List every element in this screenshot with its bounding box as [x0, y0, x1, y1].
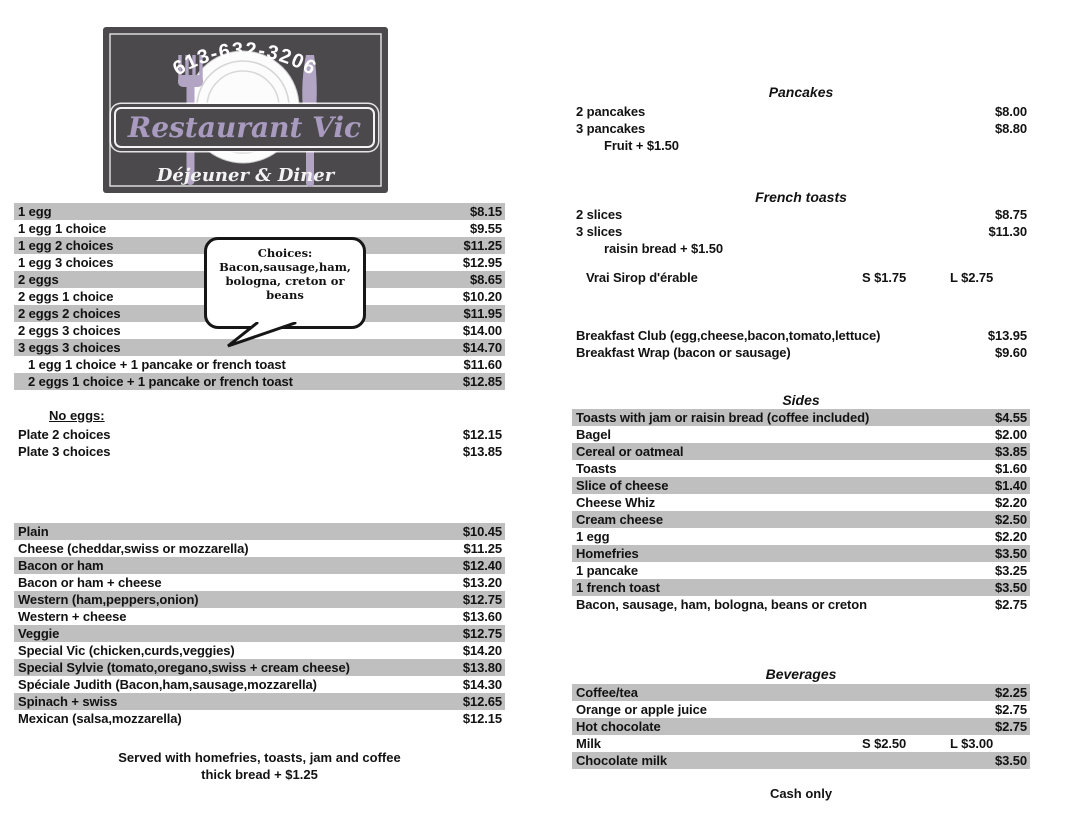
item-label: Western (ham,peppers,onion): [18, 592, 199, 607]
item-label: 1 egg 1 choice: [18, 221, 107, 236]
item-label: Coffee/tea: [576, 685, 638, 700]
item-price: $2.75: [994, 719, 1027, 734]
item-price: $13.20: [462, 575, 502, 590]
sides-list: [572, 409, 1030, 613]
bubble-line: bologna, creton or: [225, 274, 345, 288]
menu-item-row: [14, 557, 505, 574]
menu-item-row: [572, 327, 1030, 344]
item-price-small: S $2.50: [862, 736, 907, 751]
item-label: Toasts with jam or raisin bread (coffee included): [576, 410, 870, 425]
item-label: Bacon or ham + cheese: [18, 575, 162, 590]
item-label: raisin bread + $1.50: [604, 241, 724, 256]
item-price: $8.15: [469, 204, 502, 219]
menu-item-row: [572, 120, 1030, 137]
item-price: $14.00: [462, 323, 502, 338]
item-price-large: L $3.00: [950, 736, 994, 751]
item-label: Plain: [18, 524, 49, 539]
item-price: $14.30: [462, 677, 502, 692]
item-label: Milk: [576, 736, 601, 751]
item-price: $9.55: [469, 221, 502, 236]
item-label: Cream cheese: [576, 512, 663, 527]
item-label: Bacon or ham: [18, 558, 104, 573]
item-label: Plate 3 choices: [18, 444, 111, 459]
beverages-list: [572, 684, 1030, 769]
menu-item-row: [572, 223, 1030, 240]
item-price: $10.45: [462, 524, 502, 539]
item-price: $12.65: [462, 694, 502, 709]
item-label: 2 pancakes: [576, 104, 646, 119]
menu-item-row: [572, 409, 1030, 426]
item-label: Vrai Sirop d'érable: [586, 270, 698, 285]
item-price: $3.85: [994, 444, 1027, 459]
menu-item-row: [572, 494, 1030, 511]
maple-syrup-row: [572, 269, 1030, 286]
section-header-french-toasts: French toasts: [755, 189, 847, 205]
omelettes-list: [14, 523, 505, 727]
item-label: Cheese Whiz: [576, 495, 656, 510]
item-label: Veggie: [18, 626, 60, 641]
bubble-title: Choices:: [257, 246, 313, 260]
item-label: 2 eggs: [18, 272, 59, 287]
item-price: $2.75: [994, 597, 1027, 612]
item-label: 2 eggs 2 choices: [18, 306, 121, 321]
item-label: 3 pancakes: [576, 121, 646, 136]
item-price: $2.50: [994, 512, 1027, 527]
item-price: $8.80: [994, 121, 1027, 136]
item-label: Mexican (salsa,mozzarella): [18, 711, 182, 726]
item-price: $1.60: [994, 461, 1027, 476]
section-header-sides: Sides: [782, 392, 820, 408]
menu-item-row: [572, 701, 1030, 718]
section-header-pancakes: Pancakes: [768, 84, 834, 100]
no-eggs-list: [14, 426, 505, 460]
item-price: $11.30: [988, 224, 1027, 239]
item-label: Spéciale Judith (Bacon,ham,sausage,mozzarella): [18, 677, 317, 692]
item-label: 3 eggs 3 choices: [18, 340, 121, 355]
menu-item-row: [572, 596, 1030, 613]
item-price: $12.85: [462, 374, 502, 389]
item-label: 1 egg: [18, 204, 52, 219]
item-price: $2.25: [994, 685, 1027, 700]
menu-item-row: [572, 477, 1030, 494]
pancakes-list: [572, 103, 1030, 154]
item-label: 1 egg 3 choices: [18, 255, 114, 270]
menu-item-row: [572, 137, 1030, 154]
item-price: $2.75: [994, 702, 1027, 717]
menu-item-row: [14, 659, 505, 676]
item-label: Special Sylvie (tomato,oregano,swiss + cream cheese): [18, 660, 350, 675]
menu-item-row: [572, 443, 1030, 460]
item-price: $2.00: [994, 427, 1027, 442]
item-price: $12.40: [462, 558, 502, 573]
item-label: Homefries: [576, 546, 639, 561]
item-price: $11.60: [463, 357, 502, 372]
menu-item-row: [572, 103, 1030, 120]
bubble-tail: [221, 322, 301, 348]
item-price: $14.20: [462, 643, 502, 658]
item-label: Hot chocolate: [576, 719, 661, 734]
item-label: Orange or apple juice: [576, 702, 707, 717]
item-label: Toasts: [576, 461, 617, 476]
menu-item-row: [572, 735, 1030, 752]
item-price: $13.80: [462, 660, 502, 675]
item-label: Cheese (cheddar,swiss or mozzarella): [18, 541, 249, 556]
item-label: 1 french toast: [576, 580, 660, 595]
menu-item-row: [572, 752, 1030, 769]
menu-item-row: [14, 608, 505, 625]
menu-item-row: [14, 642, 505, 659]
menu-item-row: [14, 203, 505, 220]
item-price: $8.00: [994, 104, 1027, 119]
menu-item-row: [14, 540, 505, 557]
item-price: $11.95: [463, 306, 502, 321]
no-eggs-header: No eggs:: [49, 408, 105, 423]
item-price: $3.50: [994, 753, 1027, 768]
item-price: $10.20: [462, 289, 502, 304]
cash-only-note: Cash only: [769, 786, 833, 801]
menu-item-row: [572, 240, 1030, 257]
item-price: $11.25: [463, 541, 502, 556]
left-footer-note: [14, 749, 505, 783]
item-price: $2.20: [994, 495, 1027, 510]
menu-item-row: [14, 693, 505, 710]
menu-item-row: [572, 460, 1030, 477]
menu-item-row: [572, 684, 1030, 701]
menu-item-row: [572, 545, 1030, 562]
item-label: 1 egg 1 choice + 1 pancake or french toast: [28, 357, 286, 372]
item-price: $13.95: [987, 328, 1027, 343]
item-price-large: L $2.75: [950, 270, 994, 285]
item-price: $12.75: [462, 592, 502, 607]
menu-item-row: [572, 344, 1030, 361]
item-price: $12.15: [462, 427, 502, 442]
item-label: Plate 2 choices: [18, 427, 111, 442]
item-price: $4.55: [994, 410, 1027, 425]
item-price-small: S $1.75: [862, 270, 907, 285]
item-label: Chocolate milk: [576, 753, 668, 768]
menu-item-row: [14, 373, 505, 390]
menu-item-row: [572, 206, 1030, 223]
item-price: $13.85: [462, 444, 502, 459]
menu-item-row: [572, 579, 1030, 596]
item-price: $12.75: [462, 626, 502, 641]
breakfast-list: [572, 327, 1030, 361]
menu-item-row: [572, 511, 1030, 528]
item-label: 3 slices: [576, 224, 623, 239]
menu-item-row: [572, 426, 1030, 443]
menu-item-row: [572, 562, 1030, 579]
menu-item-row: [14, 426, 505, 443]
bubble-line: beans: [266, 288, 304, 302]
item-label: Fruit + $1.50: [604, 138, 679, 153]
restaurant-name: Restaurant Vic: [127, 111, 362, 144]
restaurant-logo: [103, 27, 388, 193]
item-label: Western + cheese: [18, 609, 127, 624]
item-label: 2 eggs 1 choice + 1 pancake or french toast: [28, 374, 293, 389]
menu-item-row: [14, 523, 505, 540]
item-price: $11.25: [463, 238, 502, 253]
item-label: Special Vic (chicken,curds,veggies): [18, 643, 235, 658]
item-price: $8.75: [994, 207, 1027, 222]
menu-item-row: [14, 710, 505, 727]
menu-item-row: [14, 220, 505, 237]
footer-line: Served with homefries, toasts, jam and coffee: [118, 750, 401, 765]
logo-phone: 613-632-3206: [169, 38, 321, 81]
menu-item-row: [14, 676, 505, 693]
section-header-beverages: Beverages: [765, 666, 837, 682]
bubble-line: Bacon,sausage,ham,: [219, 260, 351, 274]
item-label: 2 slices: [576, 207, 623, 222]
menu-item-row: [14, 443, 505, 460]
menu-item-row: [14, 574, 505, 591]
logo-tagline: Déjeuner & Diner: [156, 165, 335, 186]
item-price: $2.20: [994, 529, 1027, 544]
item-label: Cereal or oatmeal: [576, 444, 684, 459]
item-label: Breakfast Club (egg,cheese,bacon,tomato,lettuce): [576, 328, 881, 343]
item-price: $1.40: [994, 478, 1027, 493]
logo-banner: [114, 107, 375, 148]
item-price: $3.50: [994, 546, 1027, 561]
menu-item-row: [572, 718, 1030, 735]
item-price: $12.95: [462, 255, 502, 270]
footer-line: thick bread + $1.25: [201, 767, 318, 782]
item-price: $12.15: [462, 711, 502, 726]
menu-item-row: [14, 591, 505, 608]
menu-item-row: [14, 356, 505, 373]
item-price: $8.65: [469, 272, 502, 287]
item-label: 2 eggs 1 choice: [18, 289, 114, 304]
item-label: Bacon, sausage, ham, bologna, beans or creton: [576, 597, 867, 612]
menu-item-row: [14, 625, 505, 642]
item-price: $14.70: [462, 340, 502, 355]
item-price: $3.50: [994, 580, 1027, 595]
item-label: 2 eggs 3 choices: [18, 323, 121, 338]
french-toasts-list: [572, 206, 1030, 257]
menu-item-row: [572, 269, 1030, 286]
item-price: $9.60: [994, 345, 1027, 360]
item-price: $3.25: [994, 563, 1027, 578]
item-label: 1 pancake: [576, 563, 638, 578]
item-label: Spinach + swiss: [18, 694, 118, 709]
item-label: Slice of cheese: [576, 478, 669, 493]
choices-bubble: [204, 237, 366, 329]
menu-item-row: [572, 528, 1030, 545]
item-price: $13.60: [462, 609, 502, 624]
item-label: 1 egg 2 choices: [18, 238, 114, 253]
item-label: Bagel: [576, 427, 611, 442]
item-label: 1 egg: [576, 529, 610, 544]
item-label: Breakfast Wrap (bacon or sausage): [576, 345, 791, 360]
